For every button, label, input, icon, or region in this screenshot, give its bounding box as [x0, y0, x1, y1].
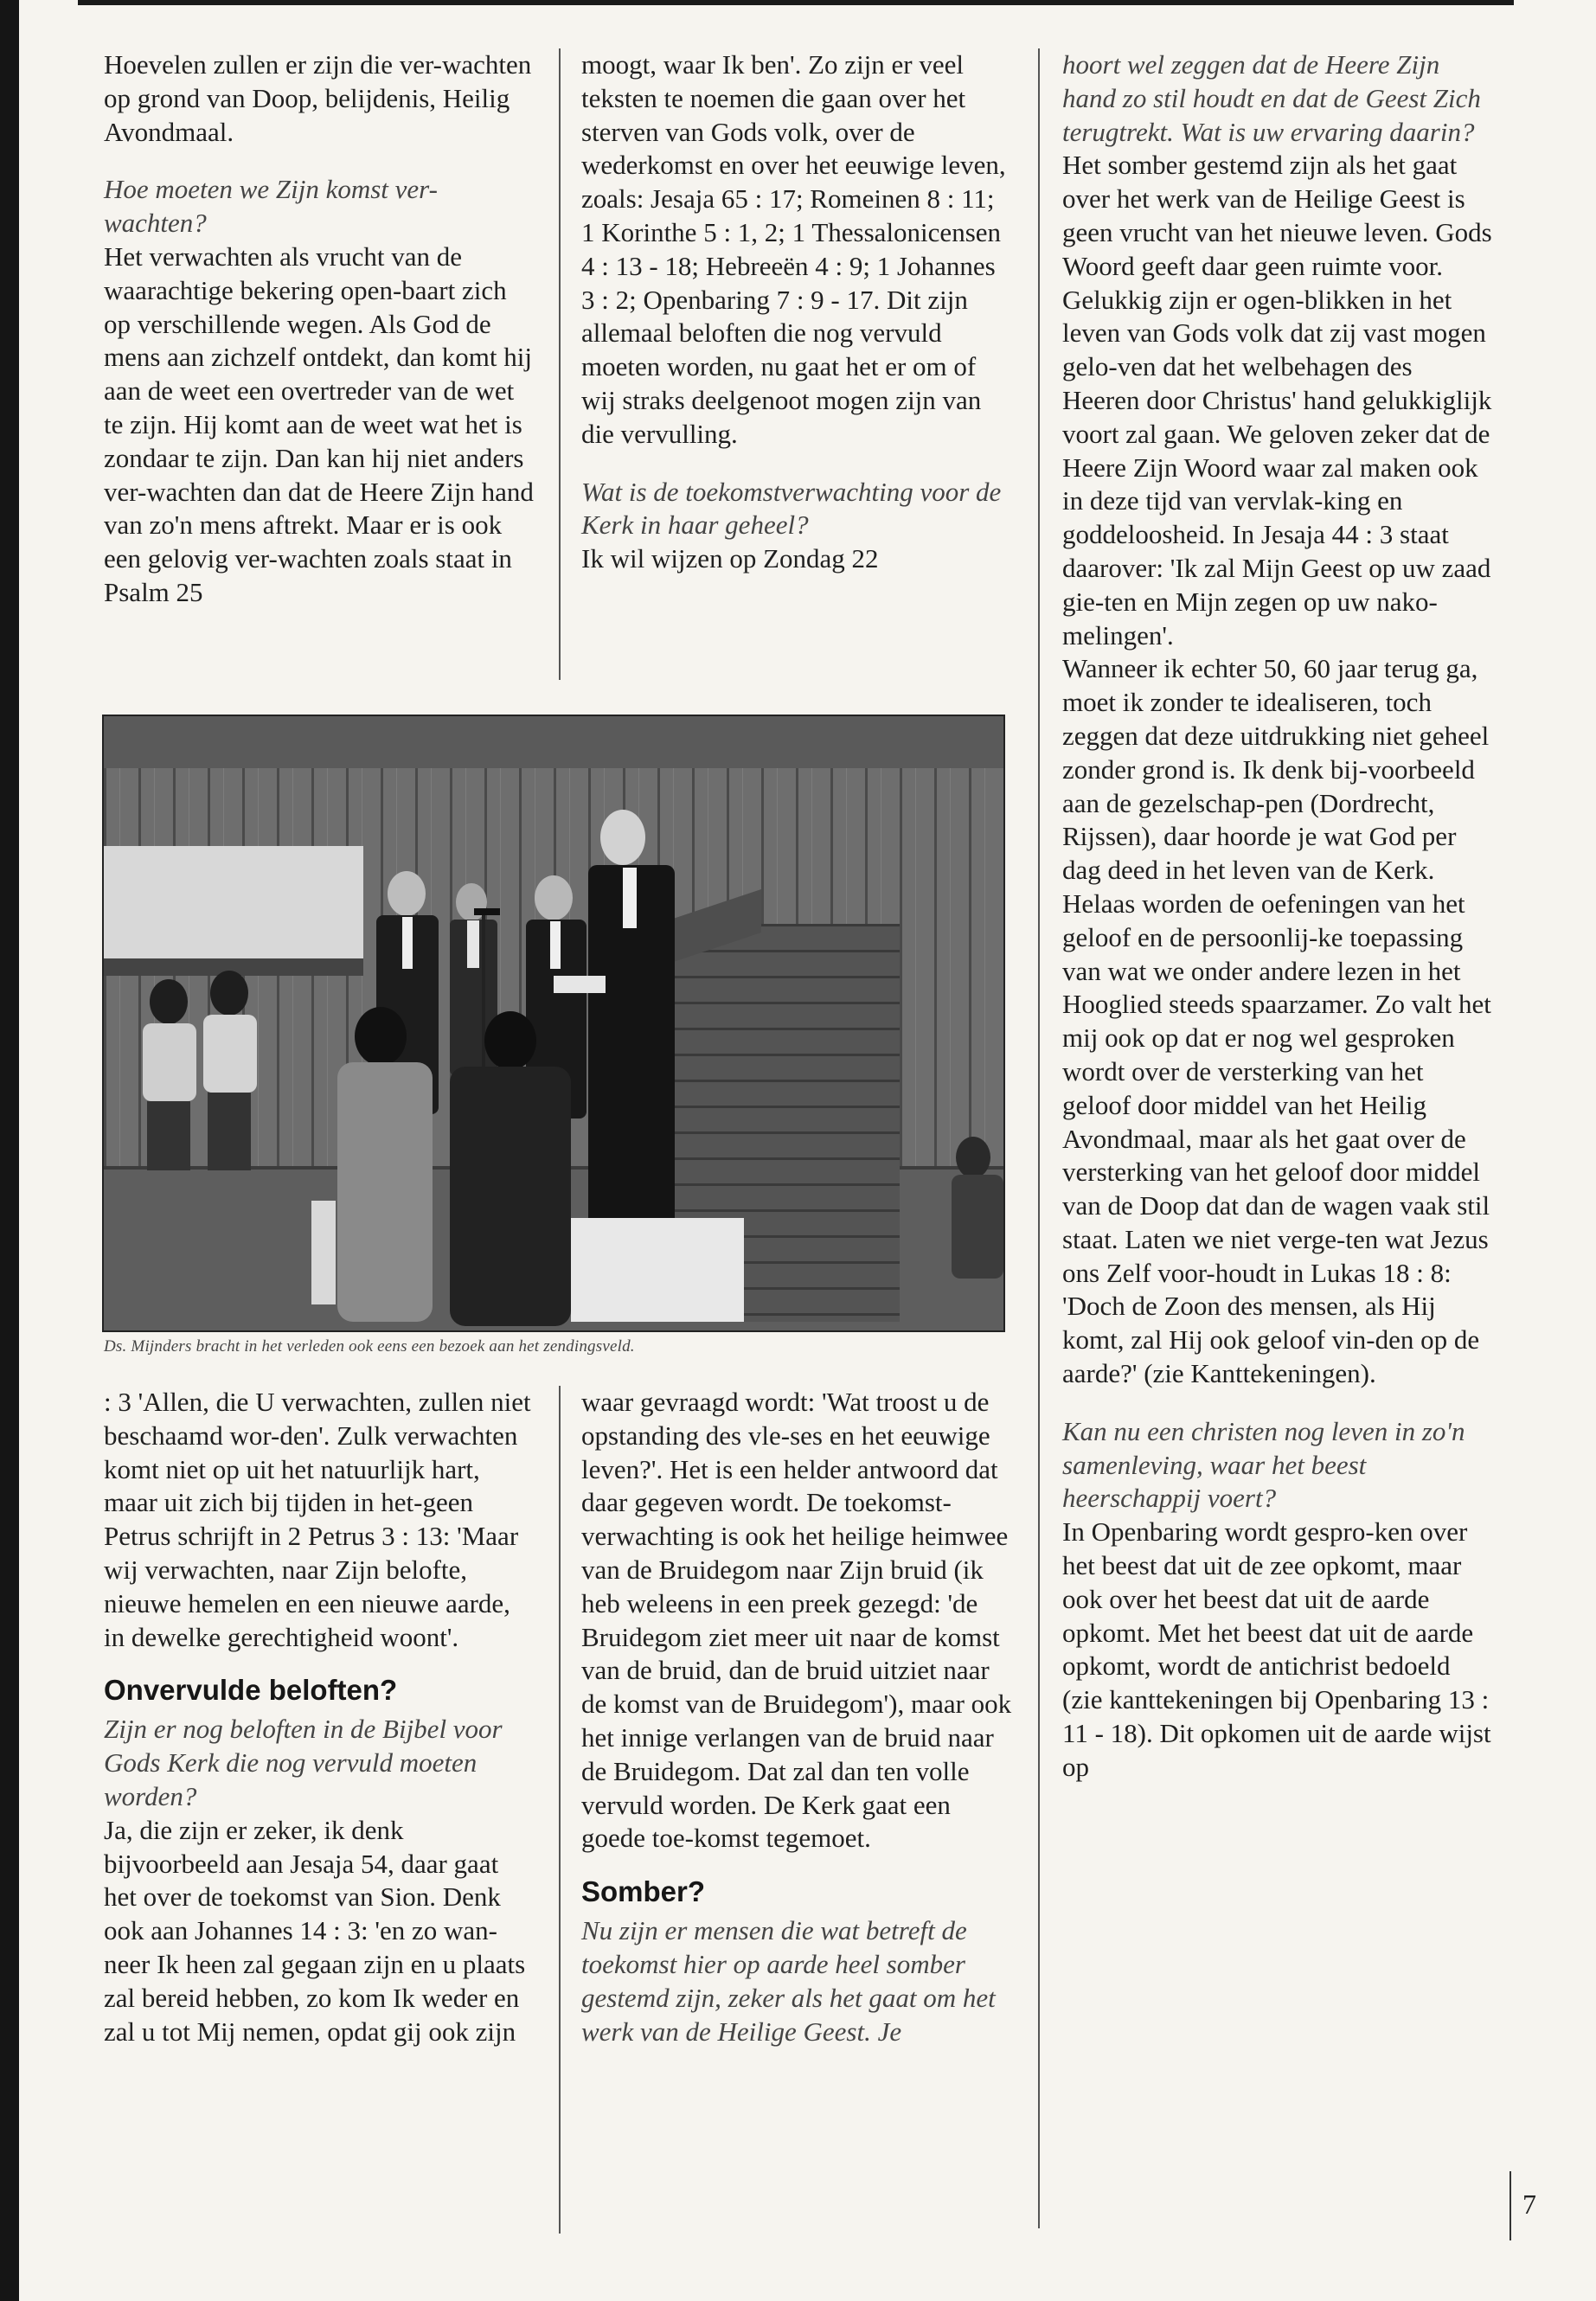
- photo-caption: Ds. Mijnders bracht in het verleden ook eens een bezoek aan het zendingsveld.: [104, 1337, 635, 1356]
- column-1-bottom: [104, 1386, 536, 2048]
- interview-question: Nu zijn er mensen die wat betreft de toekomst hier op aarde heel somber gestemd zijn, zeker als het gaat om het werk van de Heilige Geest. Je: [581, 1915, 996, 2047]
- column-divider: [559, 48, 561, 680]
- paragraph: Het verwachten als vrucht van de waarachtige bekering open-baart zich op verschillende wegen. Als God de mens aan zichzelf ontdekt, dan komt hij aan de weet een overtreder van de wet te zijn. Hij komt aan de weet wat het is zondaar te zijn. Dan kan hij niet anders ver-wachten dan dat de Heere Zijn hand van zo'n mens aftrekt. Maar er is ook een gelovig ver-wachten zoals staat in Psalm 25: [104, 240, 534, 607]
- interview-question: Zijn er nog beloften in de Bijbel voor Gods Kerk die nog vervuld moeten worden?: [104, 1714, 503, 1811]
- paragraph: waar gevraagd wordt: 'Wat troost u de opstanding des vle-ses en het eeuwige leven?'. Het is een helder antwoord dat daar gegeven wordt. De toekomst-verwachting is ook het heilige heimwee van de Bruidegom naar Zijn bruid (ik heb weleens in een preek gezegd: 'de Bruidegom ziet meer uit naar de komst van de bruid, dan de bruid uitziet naar de komst van de Bruidegom'), maar ook het innige verlangen van de bruid naar de Bruidegom. Dat zal dan ten volle vervuld worden. De Kerk gaat een goede toe-komst tegemoet.: [581, 1387, 1012, 1854]
- paragraph: Wanneer ik echter 50, 60 jaar terug ga, moet ik zonder te idealiseren, toch zeggen dat deze uitdrukking niet geheel zonder grond is. Ik denk bij-voorbeeld aan de gezelschap-pen (Dordrecht, Rijssen), daar hoorde je wat God per dag deed in het leven van de Kerk. Helaas worden de oefeningen van het geloof en de persoonlij-ke toepassing van wat we onder andere lezen in het Hooglied steeds spaarzamer. Zo valt het mij ook op dat er nog wel gesproken wordt over de versterking van het geloof door middel van het Heilig Avondmaal, maar als het gaat over de versterking van het geloof door middel van de Doop dat dan de wagen vaak stil staat. Laten we niet verge-ten wat Jezus ons Zelf voor-houdt in Lukas 18 : 8: 'Doch de Zoon des mensen, als Hij komt, zal Hij ook geloof vin-den op de aarde?' (zie Kanttekeningen).: [1062, 653, 1491, 1389]
- column-divider: [559, 1386, 561, 2234]
- column-divider: [1038, 48, 1040, 2228]
- column-3: [1062, 48, 1495, 1785]
- paragraph: moogt, waar Ik ben'. Zo zijn er veel teksten te noemen die gaan over het sterven van Gods volk, over de wederkomst en over het eeuwige leven, zoals: Jesaja 65 : 17; Romeinen 8 : 11; 1 Korinthe 5 : 1, 2; 1 Thessalonicensen 4 : 13 - 18; Hebreeën 4 : 9; 1 Johannes 3 : 2; Openbaring 7 : 9 - 17. Dit zijn allemaal beloften die nog vervuld moeten worden, nu gaat het er om of wij straks deelgenoot mogen zijn van die vervulling.: [581, 49, 1006, 449]
- interview-question: Kan nu een christen nog leven in zo'n samenleving, waar het beest heerschappij voert?: [1062, 1415, 1465, 1514]
- page-number: 7: [1522, 2189, 1536, 2220]
- paragraph: In Openbaring wordt gespro-ken over het beest dat uit de zee opkomt, maar ook over het beest dat uit de aarde opkomt. Met het beest dat uit de aarde opkomt, wordt de antichrist bedoeld (zie kanttekeningen bij Openbaring 13 : 11 - 18). Dit opkomen uit de aarde wijst op: [1062, 1516, 1491, 1782]
- column-2-top: [581, 48, 1014, 576]
- section-heading: Onvervulde beloften?: [104, 1674, 398, 1707]
- scan-edge: [0, 0, 19, 2301]
- interview-question: Hoe moeten we Zijn komst ver-wachten?: [104, 174, 438, 239]
- column-1-top: [104, 48, 536, 610]
- top-rule: [78, 0, 1514, 5]
- paragraph: Ja, die zijn er zeker, ik denk bijvoorbeeld aan Jesaja 54, daar gaat het over de toekomst van Sion. Denk ook aan Johannes 14 : 3: 'en zo wan-neer Ik heen zal gegaan zijn en u plaats zal bereid hebben, zo kom Ik weder en zal u tot Mij nemen, opdat gij ook zijn: [104, 1814, 526, 2047]
- paragraph: : 3 'Allen, die U verwachten, zullen niet beschaamd wor-den'. Zulk verwachten komt niet op uit het natuurlijk hart, maar uit zich bij tijden in het-geen Petrus schrijft in 2 Petrus 3 : 13: 'Maar wij verwachten, naar Zijn belofte, nieuwe hemelen en een nieuwe aarde, in dewelke gerechtigheid woont'.: [104, 1387, 531, 1652]
- interview-question: Wat is de toekomstverwachting voor de Kerk in haar geheel?: [581, 476, 1002, 541]
- paragraph: Het somber gestemd zijn als het gaat over het werk van de Heilige Geest is geen vrucht van het nieuwe leven. Gods Woord geeft daar geen ruimte voor. Gelukkig zijn er ogen-blikken in het leven van Gods volk dat zij vast mogen gelo-ven dat het welbehagen des Heeren door Christus' hand gelukkiglijk voort zal gaan. We geloven zeker dat de Heere Zijn Woord waar zal maken ook in deze tijd van vervlak-king en goddeloosheid. In Jesaja 44 : 3 staat daarover: 'Ik zal Mijn Geest op uw zaad gie-ten en Mijn zegen op uw nako-melingen'.: [1062, 150, 1492, 651]
- section-heading: Somber?: [581, 1875, 706, 1908]
- page-number-rule: [1509, 2171, 1511, 2240]
- column-2-bottom: [581, 1386, 1014, 2048]
- paragraph: Ik wil wijzen op Zondag 22: [581, 543, 879, 574]
- interview-question: hoort wel zeggen dat de Heere Zijn hand zo stil houdt en dat de Geest Zich terugtrekt. Wat is uw ervaring daarin?: [1062, 49, 1481, 147]
- paragraph: Hoevelen zullen er zijn die ver-wachten op grond van Doop, belijdenis, Heilig Avondmaal.: [104, 49, 532, 147]
- mission-field-photo: [102, 715, 1005, 1332]
